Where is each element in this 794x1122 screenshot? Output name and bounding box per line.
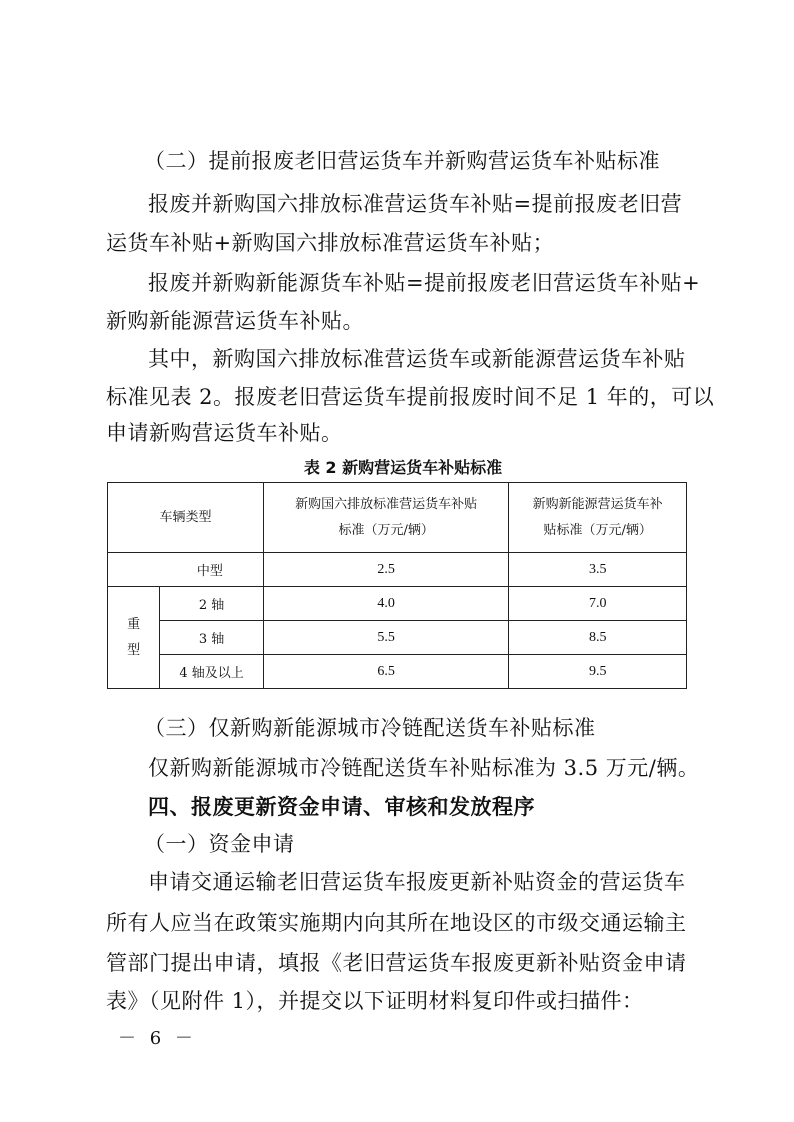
- table-row-heavy-2axle: [108, 587, 687, 621]
- header-gb6-subsidy: [263, 483, 508, 553]
- cell-2axle-gb6: 4.0: [263, 587, 508, 621]
- heavy-label-char-2: 型: [127, 642, 141, 658]
- header-ev-line-1: 新购新能源营运货车补: [532, 496, 663, 512]
- application-line-4: 表》（见附件 1），并提交以下证明材料复印件或扫描件：: [106, 989, 644, 1013]
- row-label-medium: 中型: [108, 553, 264, 587]
- cell-3axle-ev: 8.5: [509, 621, 687, 655]
- table-header-row: [108, 483, 687, 553]
- table-row-medium: [108, 553, 687, 587]
- row-label-2axle: 2 轴: [160, 587, 264, 621]
- section-3-body: 仅新购新能源城市冷链配送货车补贴标准为 3.5 万元/辆。: [148, 756, 700, 780]
- note-line-3: 申请新购营运货车补贴。: [106, 421, 343, 445]
- header-ev-subsidy: [509, 483, 687, 553]
- header-vehicle-type: 车辆类型: [108, 483, 264, 553]
- cell-4axle-gb6: 6.5: [263, 655, 508, 689]
- section-2-heading: （二）提前报废老旧营运货车并新购营运货车补贴标准: [144, 149, 660, 173]
- row-label-3axle: 3 轴: [160, 621, 264, 655]
- application-line-3: 管部门提出申请，填报《老旧营运货车报废更新补贴资金申请: [106, 951, 687, 975]
- cell-2axle-ev: 7.0: [509, 587, 687, 621]
- section-4-1-heading: （一）资金申请: [144, 832, 295, 856]
- cell-3axle-gb6: 5.5: [263, 621, 508, 655]
- cell-medium-gb6: 2.5: [263, 553, 508, 587]
- section-3-heading: （三）仅新购新能源城市冷链配送货车补贴标准: [144, 716, 596, 740]
- section-4-heading: 四、报废更新资金申请、审核和发放程序: [148, 795, 535, 819]
- table-caption: 表 2 新购营运货车补贴标准: [303, 458, 503, 477]
- formula-1-line-2: 运货车补贴+新购国六排放标准营运货车补贴；: [106, 231, 555, 255]
- formula-1-line-1: 报废并新购国六排放标准营运货车补贴=提前报废老旧营: [148, 192, 683, 216]
- table-row-heavy-3axle: [108, 621, 687, 655]
- note-line-2: 标准见表 2。报废老旧营运货车提前报废时间不足 1 年的，可以: [106, 385, 715, 409]
- header-gb6-line-2: 标准（万元/辆）: [338, 522, 434, 538]
- table-row-heavy-4axle: [108, 655, 687, 689]
- row-label-4axle: 4 轴及以上: [160, 655, 264, 689]
- header-ev-line-2: 贴标准（万元/辆）: [543, 522, 652, 538]
- page-number: － 6 －: [118, 1028, 197, 1049]
- cell-4axle-ev: 9.5: [509, 655, 687, 689]
- heavy-label-char-1: 重: [127, 616, 141, 632]
- cell-medium-ev: 3.5: [509, 553, 687, 587]
- row-group-heavy: [108, 587, 160, 689]
- application-line-1: 申请交通运输老旧营运货车报废更新补贴资金的营运货车: [148, 870, 686, 894]
- header-gb6-line-1: 新购国六排放标准营运货车补贴: [295, 496, 478, 512]
- formula-2-line-2: 新购新能源营运货车补贴。: [106, 309, 364, 333]
- formula-2-line-1: 报废并新购新能源货车补贴=提前报废老旧营运货车补贴+: [148, 271, 701, 295]
- subsidy-table: [107, 482, 687, 689]
- application-line-2: 所有人应当在政策实施期内向其所在地设区的市级交通运输主: [106, 911, 687, 935]
- note-line-1: 其中，新购国六排放标准营运货车或新能源营运货车补贴: [148, 347, 686, 371]
